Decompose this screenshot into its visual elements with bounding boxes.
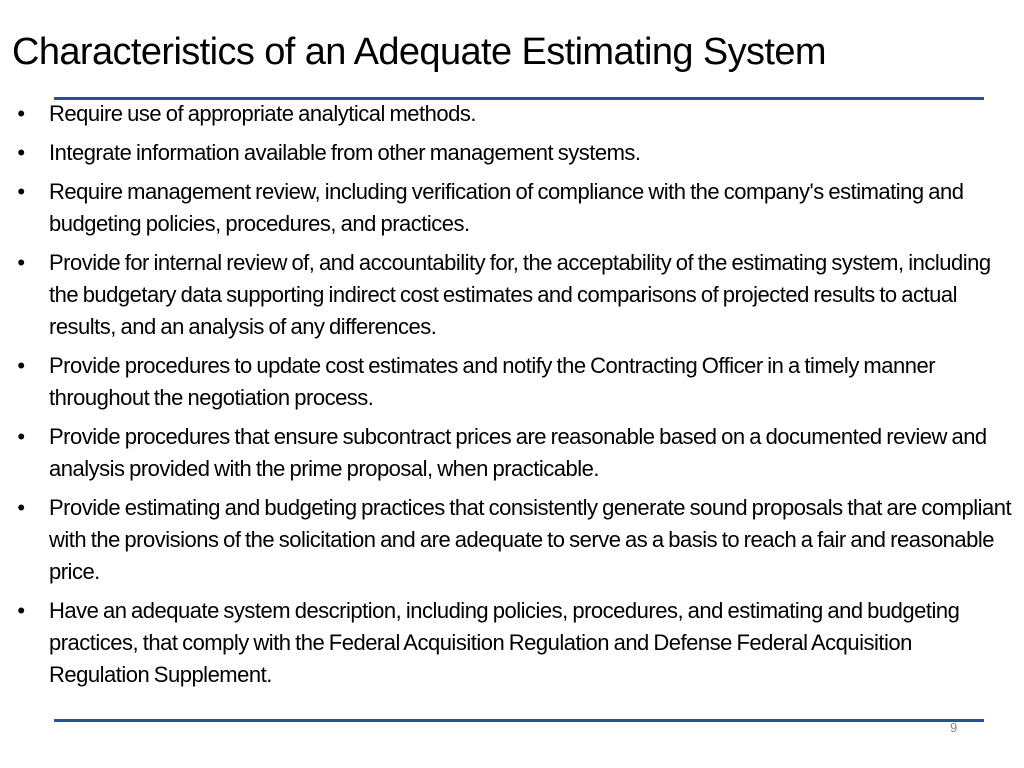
bullet-text: Require management review, including verification of compliance with the company's estimating and budgeting policies, procedures, and practices. (49, 179, 964, 236)
bullet-list (0, 98, 1020, 698)
bullet-text: Provide estimating and budgeting practices that consistently generate sound proposals that are compliant with the provisions of the solicitation and are adequate to serve as a basis to reach a fair and reasonable price. (49, 495, 1012, 584)
bullet-item (0, 492, 1020, 588)
bullet-item (0, 98, 1020, 130)
bullet-text: Have an adequate system description, including policies, procedures, and estimating and budgeting practices, that comply with the Federal Acquisition Regulation and Defense Federal Acquisition Regulation Supplement. (49, 598, 960, 687)
bullet-text: Integrate information available from other management systems. (49, 140, 641, 165)
bullet-item (0, 350, 1020, 414)
bullet-text: Provide procedures that ensure subcontract prices are reasonable based on a documented review and analysis provided with the prime proposal, when practicable. (49, 424, 987, 481)
bullet-item (0, 247, 1020, 343)
bullet-marker: • (17, 598, 25, 623)
bullet-text: Require use of appropriate analytical methods. (49, 101, 476, 126)
bullet-marker: • (17, 101, 25, 126)
bullet-marker: • (17, 424, 25, 449)
slide-title: Characteristics of an Adequate Estimating System (12, 31, 826, 73)
bullet-item (0, 421, 1020, 485)
bullet-marker: • (17, 495, 25, 520)
bullet-marker: • (17, 140, 25, 165)
footer-rule (54, 719, 984, 722)
bullet-marker: • (17, 179, 25, 204)
page-number: 9 (950, 720, 958, 735)
bullet-item (0, 595, 1020, 691)
bullet-text: Provide for internal review of, and accountability for, the acceptability of the estimating system, including the budgetary data supporting indirect cost estimates and comparisons of projected results to actual results, and an analysis of any differences. (49, 250, 991, 339)
bullet-text: Provide procedures to update cost estimates and notify the Contracting Officer in a timely manner throughout the negotiation process. (49, 353, 936, 410)
bullet-item (0, 137, 1020, 169)
bullet-marker: • (17, 250, 25, 275)
bullet-item (0, 176, 1020, 240)
bullet-marker: • (17, 353, 25, 378)
